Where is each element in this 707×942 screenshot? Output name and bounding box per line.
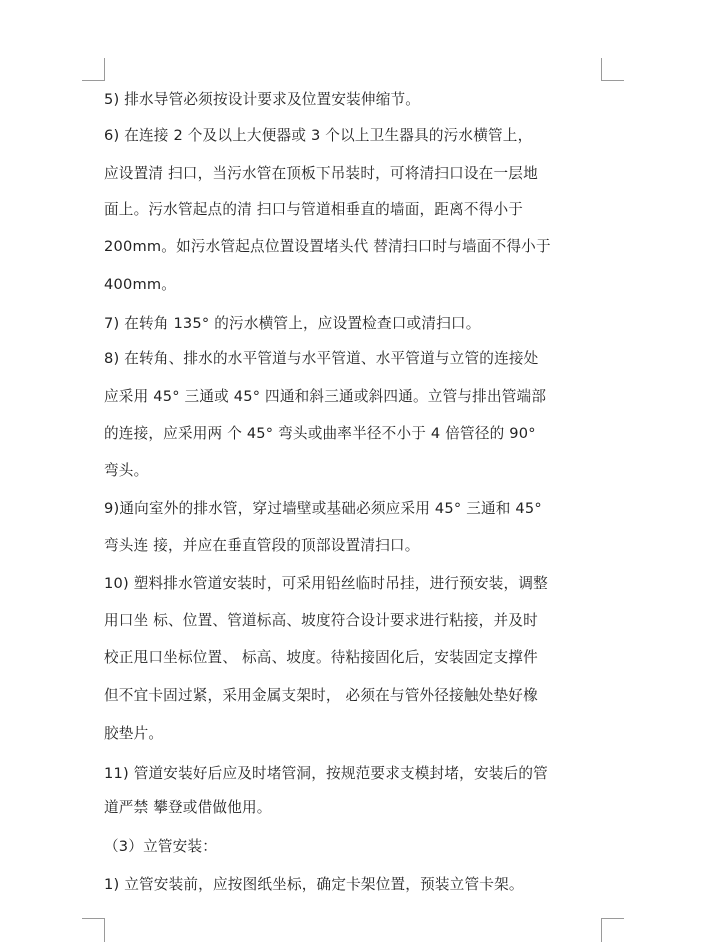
crop-mark-top-right bbox=[601, 58, 624, 81]
text-line: 弯头。 bbox=[104, 462, 149, 479]
text-line: 400mm。 bbox=[104, 276, 177, 293]
text-line: 1) 立管安装前，应按图纸坐标，确定卡架位置，预装立管卡架。 bbox=[104, 876, 524, 893]
text-line: 7) 在转角 135° 的污水横管上，应设置检查口或清扫口。 bbox=[104, 315, 481, 332]
text-line: 应设置清 扫口，当污水管在顶板下吊装时，可将清扫口设在一层地 bbox=[104, 165, 538, 182]
text-line: 6) 在连接 2 个及以上大便器或 3 个以上卫生器具的污水横管上， bbox=[104, 127, 533, 144]
crop-mark-bottom-left bbox=[82, 918, 105, 942]
text-line: 胶垫片。 bbox=[104, 725, 164, 742]
text-line: （3）立管安装： bbox=[104, 838, 218, 855]
crop-mark-top-left bbox=[82, 58, 105, 81]
text-line: 但不宜卡固过紧，采用金属支架时， 必须在与管外径接触处垫好橡 bbox=[104, 687, 538, 704]
text-line: 9)通向室外的排水管，穿过墙壁或基础必须应采用 45° 三通和 45° bbox=[104, 500, 542, 517]
text-line: 面上。污水管起点的清 扫口与管道相垂直的墙面，距离不得小于 bbox=[104, 201, 524, 218]
text-line: 11) 管道安装好后应及时堵管洞，按规范要求支模封堵，安装后的管 bbox=[104, 765, 548, 782]
text-line: 10) 塑料排水管道安装时，可采用铅丝临时吊挂，进行预安装，调整 bbox=[104, 575, 548, 592]
text-line: 道严禁 攀登或借做他用。 bbox=[104, 799, 272, 816]
text-line: 5) 排水导管必须按设计要求及位置安装伸缩节。 bbox=[104, 91, 421, 108]
text-line: 200mm。如污水管起点位置设置堵头代 替清扫口时与墙面不得小于 bbox=[104, 238, 551, 255]
text-line: 8) 在转角、排水的水平管道与水平管道、水平管道与立管的连接处 bbox=[104, 350, 539, 367]
text-line: 用口坐 标、位置、管道标高、坡度符合设计要求进行粘接，并及时 bbox=[104, 612, 538, 629]
text-line: 校正甩口坐标位置、 标高、坡度。待粘接固化后，安装固定支撑件 bbox=[104, 649, 538, 666]
crop-mark-bottom-right bbox=[601, 918, 624, 942]
text-line: 应采用 45° 三通或 45° 四通和斜三通或斜四通。立管与排出管端部 bbox=[104, 388, 547, 405]
text-line: 弯头连 接，并应在垂直管段的顶部设置清扫口。 bbox=[104, 537, 420, 554]
text-line: 的连接，应采用两 个 45° 弯头或曲率半径不小于 4 倍管径的 90° bbox=[104, 425, 536, 442]
